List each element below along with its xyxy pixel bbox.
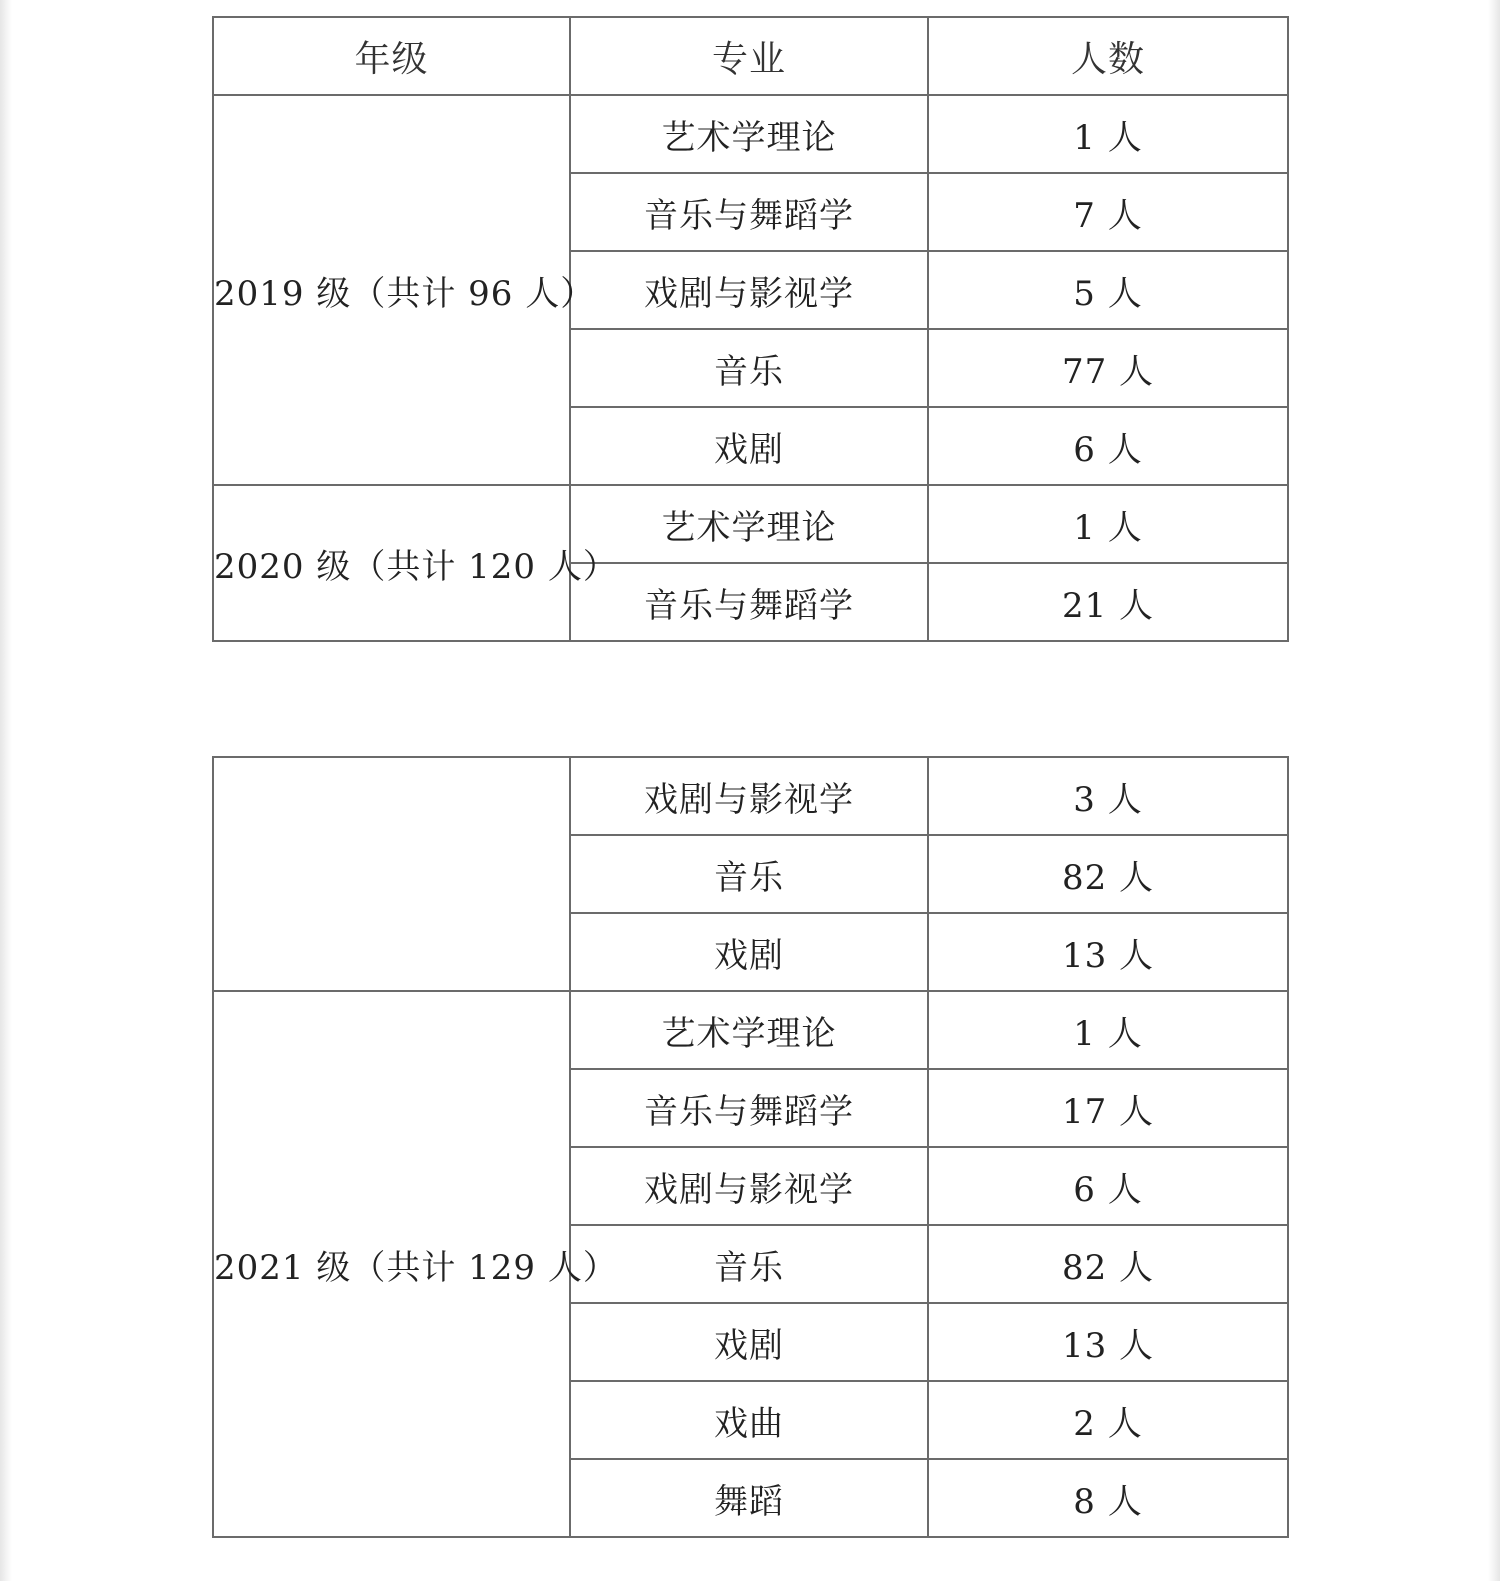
count-cell: 13 人 — [928, 1303, 1288, 1381]
table-row — [213, 95, 1288, 173]
grade-2019-cell: 2019 级（共计 96 人） — [213, 95, 570, 485]
count-cell: 1 人 — [928, 991, 1288, 1069]
major-cell: 音乐 — [570, 835, 928, 913]
count-cell: 13 人 — [928, 913, 1288, 991]
count-cell: 8 人 — [928, 1459, 1288, 1537]
count-cell: 17 人 — [928, 1069, 1288, 1147]
major-cell: 戏剧与影视学 — [570, 757, 928, 835]
major-cell: 戏剧 — [570, 407, 928, 485]
count-cell: 1 人 — [928, 95, 1288, 173]
major-cell: 戏剧与影视学 — [570, 251, 928, 329]
table-row — [213, 991, 1288, 1069]
table-row — [213, 757, 1288, 835]
page-edge-right — [1488, 0, 1500, 1581]
count-cell: 6 人 — [928, 1147, 1288, 1225]
count-cell: 3 人 — [928, 757, 1288, 835]
count-cell: 5 人 — [928, 251, 1288, 329]
table-row — [213, 485, 1288, 563]
count-cell: 6 人 — [928, 407, 1288, 485]
count-cell: 82 人 — [928, 835, 1288, 913]
table-header-row — [213, 17, 1288, 95]
major-cell: 艺术学理论 — [570, 95, 928, 173]
major-cell: 艺术学理论 — [570, 485, 928, 563]
enrollment-table-part-1 — [212, 16, 1289, 642]
major-cell: 音乐 — [570, 329, 928, 407]
major-cell: 戏剧 — [570, 913, 928, 991]
major-cell: 艺术学理论 — [570, 991, 928, 1069]
count-cell: 7 人 — [928, 173, 1288, 251]
grade-2020-cell: 2020 级（共计 120 人） — [213, 485, 570, 641]
count-cell: 1 人 — [928, 485, 1288, 563]
header-grade: 年级 — [213, 17, 570, 95]
major-cell: 戏剧与影视学 — [570, 1147, 928, 1225]
major-cell: 音乐与舞蹈学 — [570, 1069, 928, 1147]
header-count: 人数 — [928, 17, 1288, 95]
major-cell: 戏曲 — [570, 1381, 928, 1459]
grade-2021-cell: 2021 级（共计 129 人） — [213, 991, 570, 1537]
major-cell: 戏剧 — [570, 1303, 928, 1381]
count-cell: 82 人 — [928, 1225, 1288, 1303]
grade-2020-continued-cell — [213, 757, 570, 991]
page-edge-left — [0, 0, 12, 1581]
header-major: 专业 — [570, 17, 928, 95]
major-cell: 舞蹈 — [570, 1459, 928, 1537]
major-cell: 音乐与舞蹈学 — [570, 563, 928, 641]
major-cell: 音乐 — [570, 1225, 928, 1303]
count-cell: 77 人 — [928, 329, 1288, 407]
major-cell: 音乐与舞蹈学 — [570, 173, 928, 251]
enrollment-table-part-2 — [212, 756, 1289, 1538]
count-cell: 21 人 — [928, 563, 1288, 641]
count-cell: 2 人 — [928, 1381, 1288, 1459]
